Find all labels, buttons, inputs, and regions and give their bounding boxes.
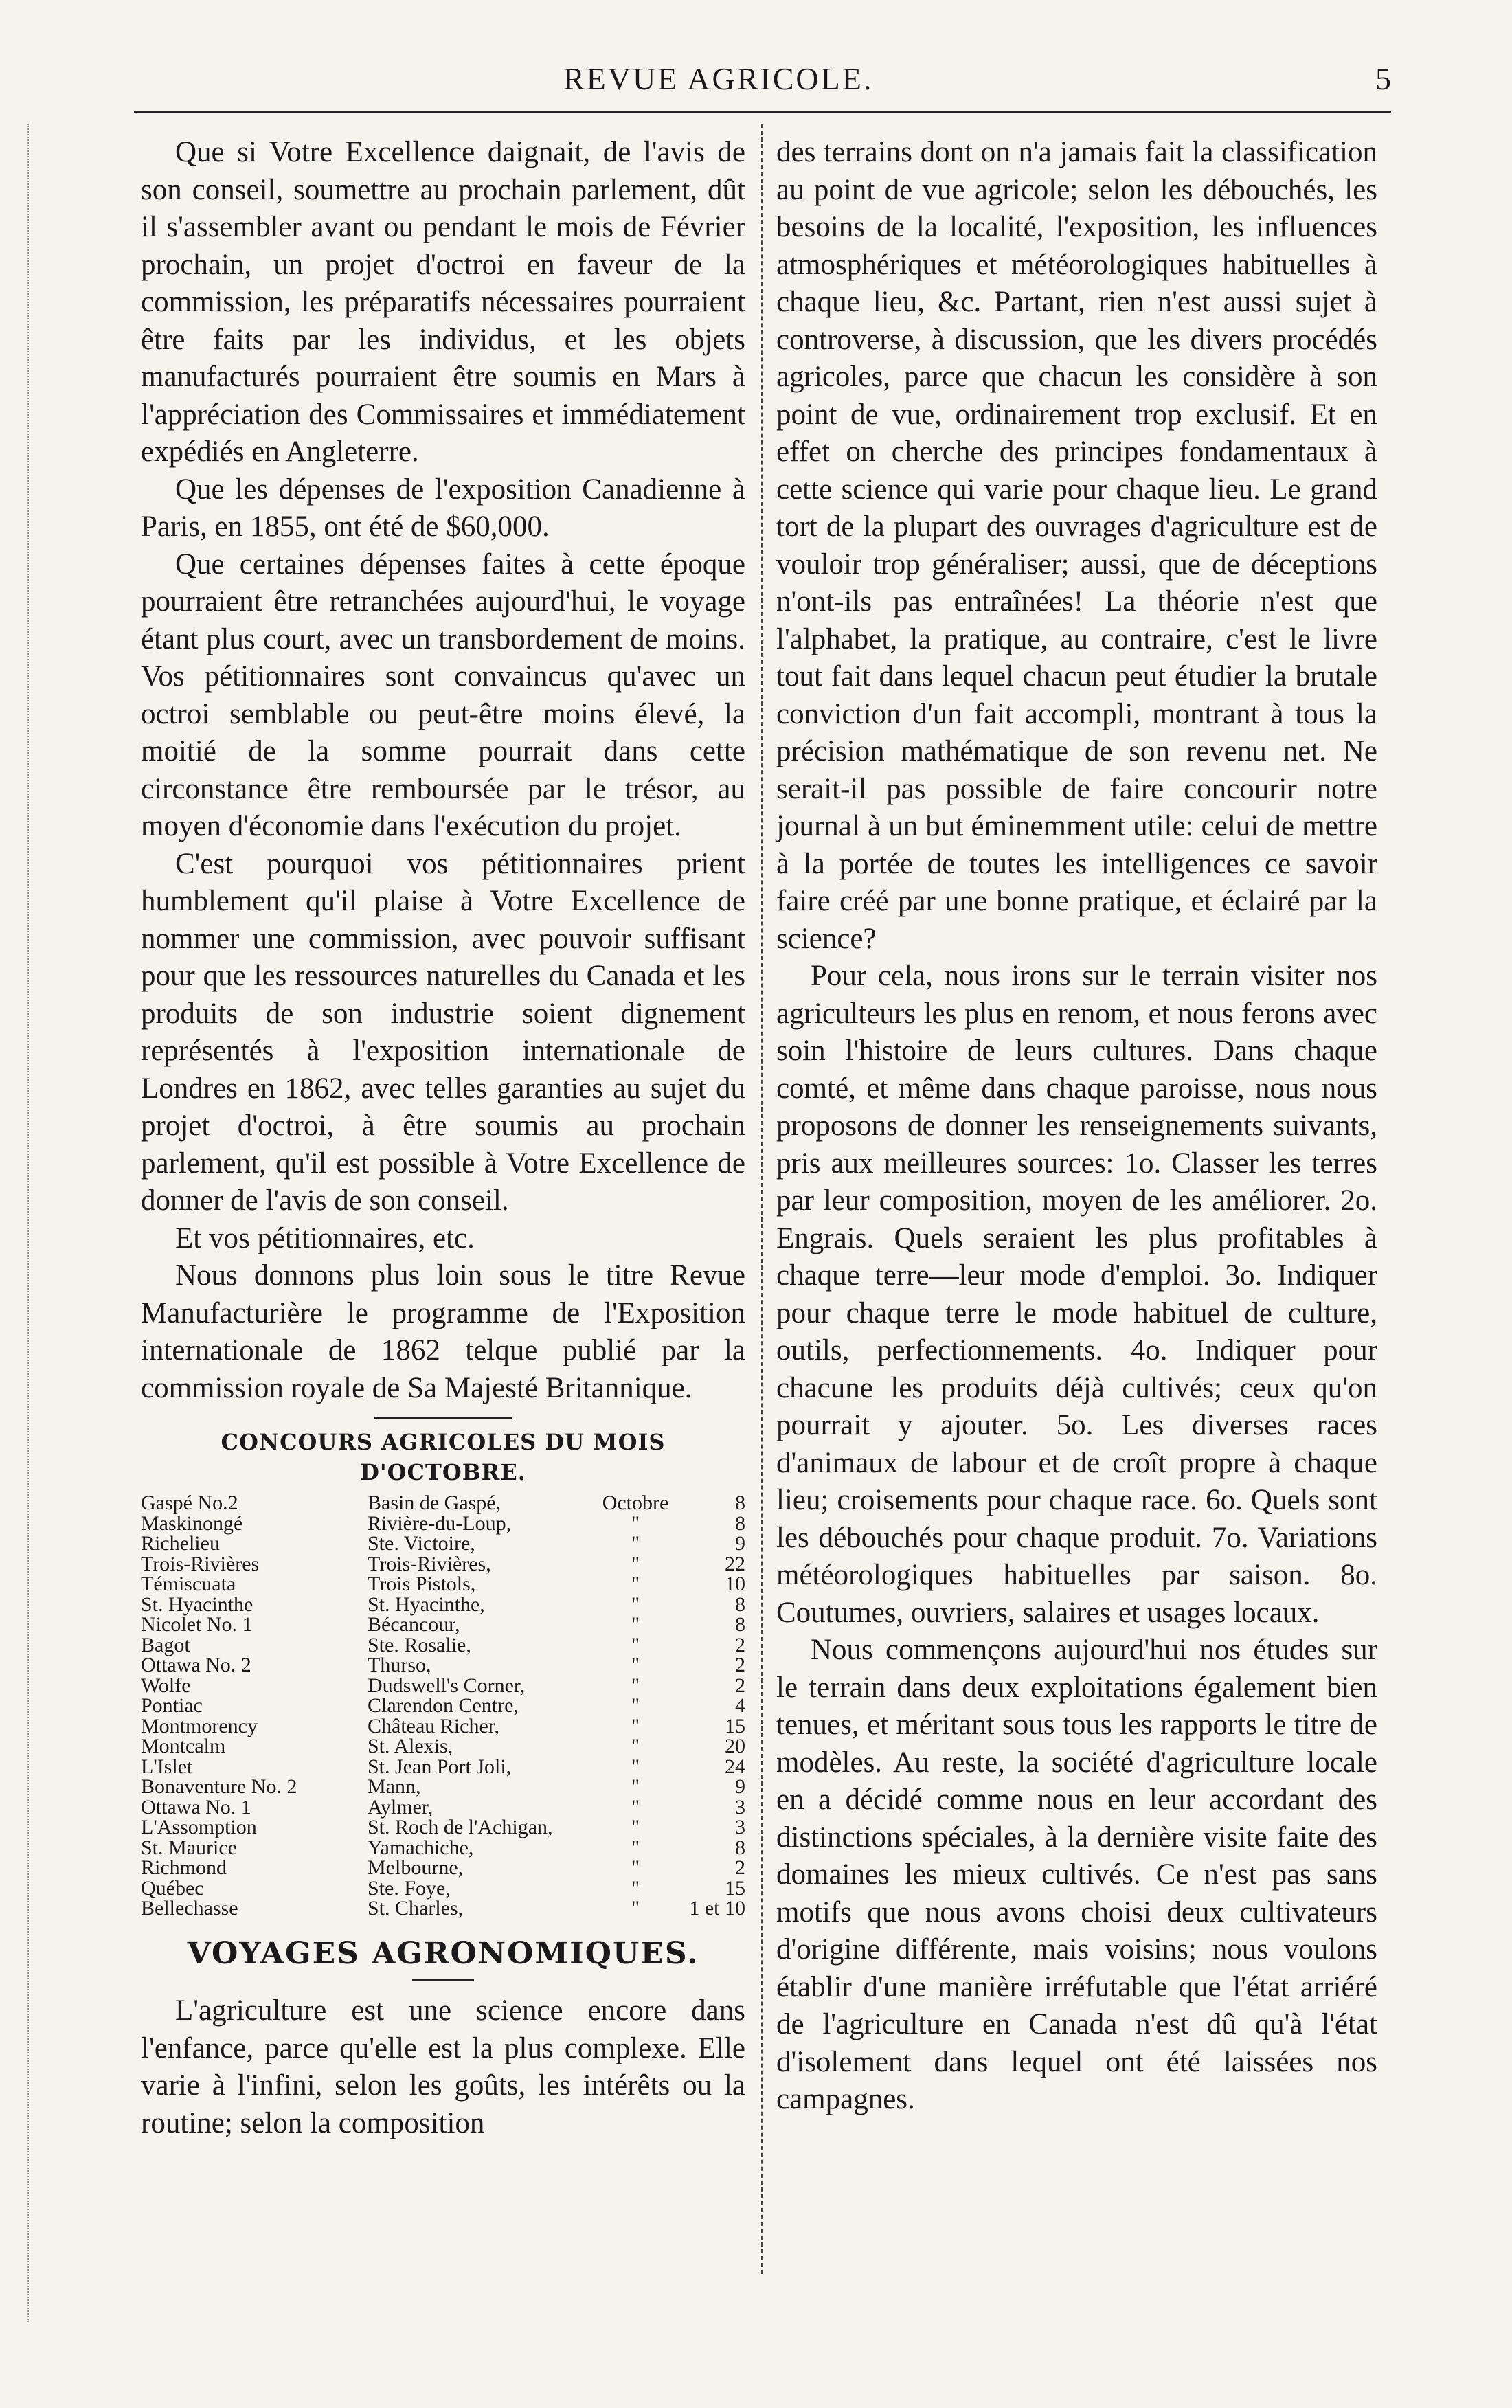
table-cell-mois: " (631, 1897, 640, 1920)
table-cell-paroisse: Bagot (141, 1633, 190, 1656)
table-cell-mois: " (631, 1694, 640, 1717)
table-cell-date: 15 (725, 1876, 745, 1900)
table-cell-lieu: Ste. Victoire, (368, 1532, 475, 1555)
table-cell-date: 2 (735, 1856, 745, 1879)
paragraph: Que certaines dépenses faites à cette époque pourraient être retranchées aujourd'hui, le voyage étant plus court, avec un transbordement de moins. Vos pétitionnaires sont convaincus qu'avec un octroi semblable ou peut-être moins élevé, la moitié de la somme pourrait dans cette circonstance être remboursée par le trésor, au moyen d'économie dans l'exécution du projet. (141, 548, 745, 842)
table-row (141, 1655, 745, 1676)
table-cell-paroisse: Wolfe (141, 1674, 191, 1697)
table-cell-mois: " (631, 1795, 640, 1819)
table-row (141, 1716, 745, 1737)
table-cell-paroisse: Maskinongé (141, 1511, 243, 1535)
table-cell-date: 22 (725, 1552, 745, 1575)
paragraph: Nous commençons aujourd'hui nos études sur le terrain dans deux exploitations également bien tenues, et méritant sous tous les rapports le titre de modèles. Au reste, la société d'agriculture locale en a décidé comme nous en leur accordant des distinctions spéciales, à la dernière visite faite des domaines les mieux cultivés. Ce n'est pas sans motifs que nous avons choisi deux cultivateurs d'origine différente, mais voisins; nous voulons établir d'une manière irréfutable que l'état arriéré de l'agriculture en Canada n'est dû qu'à l'état d'isolement dans lequel ont été laissées nos campagnes. (776, 1634, 1377, 2115)
table-cell-mois: " (631, 1573, 640, 1595)
table-cell-lieu: St. Jean Port Joli, (368, 1755, 512, 1778)
table-cell-mois: " (631, 1552, 640, 1575)
table-cell-lieu: Mann, (368, 1775, 421, 1798)
table-cell-date: 8 (735, 1613, 745, 1636)
table-cell-mois: " (631, 1654, 640, 1676)
table-cell-date: 3 (735, 1816, 745, 1838)
table-cell-paroisse: Québec (141, 1876, 204, 1900)
table-cell-date: 10 (725, 1573, 745, 1595)
table-cell-lieu: Trois Pistols, (368, 1573, 476, 1595)
table-cell-lieu: Dudswell's Corner, (368, 1674, 526, 1697)
table-row (141, 1696, 745, 1716)
concours-title: CONCOURS AGRICOLES DU MOIS D'OCTOBRE. (221, 1429, 666, 1485)
concours-table (141, 1493, 745, 1919)
table-cell-lieu: Château Richer, (368, 1714, 500, 1737)
header-rule (134, 111, 1391, 113)
paragraph: L'agriculture est une science encore dans l'enfance, parce qu'elle est la plus complexe. Elle varie à l'infini, selon les goûts, les intérêts ou la routine; selon la composition (141, 1994, 745, 2139)
table-cell-paroisse: Bonaventure No. 2 (141, 1775, 297, 1798)
paragraph: C'est pourquoi vos pétitionnaires prient humblement qu'il plaise à Votre Excellence de nommer une commission, avec pouvoir suffisant pour que les ressources naturelles du Canada et les produits de son industrie soient dignement représentés à l'exposition internationale de Londres en 1862, avec telles garanties au sujet du projet d'octroi, à être soumis au prochain parlement, qu'il est possible à Votre Excellence de donner de l'avis de son conseil. (141, 847, 745, 1217)
table-cell-paroisse: Témiscuata (141, 1573, 236, 1595)
table-cell-lieu: St. Charles, (368, 1897, 464, 1920)
table-cell-mois: " (631, 1755, 640, 1778)
table-row (141, 1757, 745, 1777)
table-cell-date: 8 (735, 1492, 745, 1514)
table-row (141, 1514, 745, 1534)
table-cell-lieu: St. Roch de l'Achigan, (368, 1816, 553, 1838)
table-cell-paroisse: Bellechasse (141, 1897, 238, 1920)
table-cell-paroisse: Pontiac (141, 1694, 203, 1717)
table-cell-date: 8 (735, 1593, 745, 1616)
section-rule (374, 1417, 512, 1419)
page-number: 5 (1375, 61, 1391, 96)
table-row (141, 1574, 745, 1595)
left-column (141, 134, 745, 2142)
table-cell-mois: " (631, 1836, 640, 1859)
table-cell-paroisse: Montmorency (141, 1714, 258, 1737)
table-cell-mois: " (631, 1735, 640, 1757)
table-cell-date: 4 (735, 1694, 745, 1717)
table-row (141, 1614, 745, 1635)
table-cell-paroisse: Ottawa No. 2 (141, 1654, 251, 1676)
margin-marks (27, 124, 56, 2322)
paragraph: Que si Votre Excellence daignait, de l'avis de son conseil, soumettre au prochain parlement, dût il s'assembler avant ou pendant le mois de Février prochain, un projet d'octroi en faveur de la commission, les préparatifs nécessaires pourraient être faits par les individus, et les objets manufacturés pourraient être soumis en Mars à l'appréciation des Commissaires et immédiatement expédiés en Angleterre. (141, 136, 745, 468)
table-row (141, 1676, 745, 1696)
table-cell-paroisse: Montcalm (141, 1735, 226, 1757)
table-cell-lieu: St. Hyacinthe, (368, 1593, 485, 1616)
table-cell-date: 20 (725, 1735, 745, 1757)
table-cell-paroisse: Richmond (141, 1856, 227, 1879)
paragraph: Et vos pétitionnaires, etc. (175, 1222, 475, 1254)
table-cell-mois: " (631, 1532, 640, 1555)
table-cell-lieu: Yamachiche, (368, 1836, 474, 1859)
table-cell-date: 3 (735, 1795, 745, 1819)
table-row (141, 1777, 745, 1797)
table-cell-mois: " (631, 1674, 640, 1697)
table-cell-lieu: Ste. Rosalie, (368, 1633, 471, 1656)
table-cell-mois: " (631, 1856, 640, 1879)
table-cell-paroisse: Trois-Rivières (141, 1552, 260, 1575)
table-row (141, 1858, 745, 1878)
table-cell-mois: Octobre (602, 1492, 669, 1514)
table-cell-paroisse: St. Hyacinthe (141, 1593, 253, 1616)
paragraph: des terrains dont on n'a jamais fait la classification au point de vue agricole; selon les débouchés, les besoins de la localité, l'exposition, les influences atmosphériques et météorologiques habituelles à chaque lieu, &c. Partant, rien n'est aussi sujet à controverse, à discussion, que les divers procédés agricoles, parce que chacun les considère à son point de vue, ordinairement trop exclusif. Et en effet on cherche des principes fondamentaux à cette science qui varie pour chaque lieu. Le grand tort de la plupart des ouvrages d'agriculture est de vouloir trop généraliser; aussi, que de déceptions n'ont-ils pas entraînées! La théorie n'est que l'alphabet, la pratique, au contraire, c'est le livre tout fait dans lequel chacun peut étudier la brutale conviction d'un fait accompli, montrant à tous la précision mathématique de son revenu net. Ne serait-il pas possible de faire concourir notre journal à un but éminemment utile: celui de mettre à la portée de toutes les intelligences ce savoir faire créé par une bonne pratique, et éclairé par la science? (776, 136, 1377, 955)
table-row (141, 1797, 745, 1818)
table-cell-mois: " (631, 1593, 640, 1616)
table-cell-date: 8 (735, 1511, 745, 1535)
table-row (141, 1635, 745, 1656)
table-cell-mois: " (631, 1633, 640, 1656)
table-cell-lieu: Bécancour, (368, 1613, 460, 1636)
table-cell-lieu: Trois-Rivières, (368, 1552, 491, 1575)
table-cell-date: 9 (735, 1775, 745, 1798)
voyages-title: VOYAGES AGRONOMIQUES. (187, 1935, 699, 1971)
table-row (141, 1554, 745, 1575)
table-cell-date: 15 (725, 1714, 745, 1737)
table-cell-mois: " (631, 1613, 640, 1636)
table-cell-date: 2 (735, 1654, 745, 1676)
table-row (141, 1595, 745, 1615)
table-row (141, 1898, 745, 1919)
table-cell-mois: " (631, 1511, 640, 1535)
table-row (141, 1493, 745, 1514)
table-cell-date: 24 (725, 1755, 745, 1778)
table-cell-paroisse: Ottawa No. 1 (141, 1795, 251, 1819)
paragraph: Pour cela, nous irons sur le terrain visiter nos agriculteurs les plus en renom, et nous ferons avec soin l'histoire de leurs cultures. Dans chaque comté, et même dans chaque paroisse, nous nous proposons de donner les renseignements suivants, pris aux meilleures sources: 1o. Classer les terres par leur composition, moyen de les améliorer. 2o. Engrais. Quels seraient les plus profitables à chaque terre—leur mode d'emploi. 3o. Indiquer pour chaque terre le mode habituel de culture, outils, perfectionnements. 4o. Indiquer pour chacune les produits déjà cultivés; ceux qu'on pourrait y ajouter. 5o. Les diverses races d'animaux de labour et de croît propre à chaque lieu; croisements pour chaque race. 6o. Quels sont les débouchés pour chaque produit. 7o. Variations météorologiques habituelles par saison. 8o. Coutumes, ouvriers, salaires et usages locaux. (776, 960, 1377, 1629)
table-cell-date: 2 (735, 1633, 745, 1656)
table-cell-lieu: Melbourne, (368, 1856, 464, 1879)
table-cell-paroisse: Gaspé No.2 (141, 1492, 238, 1514)
table-row (141, 1533, 745, 1554)
table-row (141, 1736, 745, 1757)
table-cell-paroisse: St. Maurice (141, 1836, 237, 1859)
column-divider (761, 124, 763, 2274)
table-cell-paroisse: L'Assomption (141, 1816, 257, 1838)
table-cell-lieu: St. Alexis, (368, 1735, 453, 1757)
table-cell-lieu: Clarendon Centre, (368, 1694, 519, 1717)
table-cell-date: 1 et 10 (689, 1897, 745, 1920)
running-title: REVUE AGRICOLE. (563, 61, 874, 96)
table-cell-mois: " (631, 1775, 640, 1798)
table-cell-lieu: Ste. Foye, (368, 1876, 451, 1900)
paragraph: Que les dépenses de l'exposition Canadienne à Paris, en 1855, ont été de $60,000. (141, 473, 745, 543)
table-cell-date: 2 (735, 1674, 745, 1697)
table-cell-paroisse: Richelieu (141, 1532, 220, 1555)
table-cell-date: 8 (735, 1836, 745, 1859)
table-cell-lieu: Rivière-du-Loup, (368, 1511, 512, 1535)
table-row (141, 1878, 745, 1899)
table-row (141, 1838, 745, 1858)
table-row (141, 1817, 745, 1838)
table-cell-mois: " (631, 1714, 640, 1737)
table-cell-paroisse: L'Islet (141, 1755, 193, 1778)
voyages-rule (412, 1979, 474, 1981)
right-column (776, 134, 1377, 2119)
table-cell-mois: " (631, 1816, 640, 1838)
table-cell-date: 9 (735, 1532, 745, 1555)
paragraph: Nous donnons plus loin sous le titre Revue Manufacturière le programme de l'Exposition internationale de 1862 telque publié par la commission royale de Sa Majesté Britannique. (141, 1259, 745, 1404)
table-cell-mois: " (631, 1876, 640, 1900)
table-cell-lieu: Basin de Gaspé, (368, 1492, 501, 1514)
table-cell-lieu: Aylmer, (368, 1795, 433, 1819)
table-cell-paroisse: Nicolet No. 1 (141, 1613, 253, 1636)
table-cell-lieu: Thurso, (368, 1654, 431, 1676)
